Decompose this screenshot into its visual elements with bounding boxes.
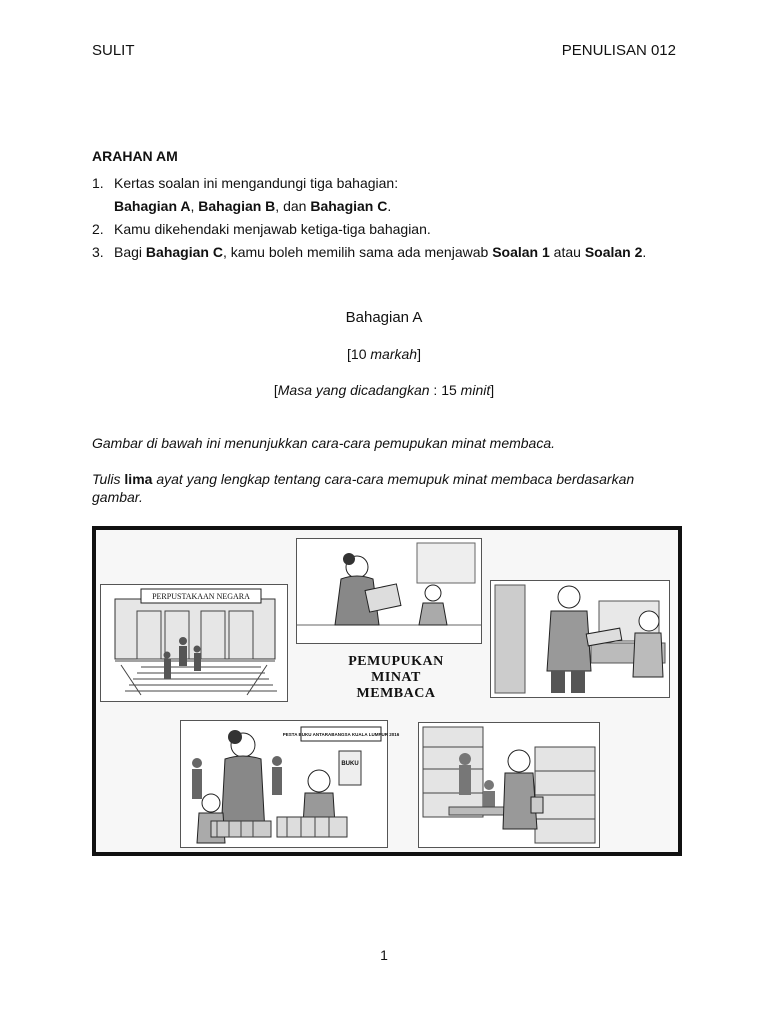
header-right: PENULISAN 012 (561, 42, 676, 59)
item-number: 3. (92, 244, 104, 260)
text-fragment: , (190, 198, 199, 214)
book-label: BUKU (341, 761, 359, 767)
bold-term: Bahagian C (310, 198, 388, 214)
header-left: SULIT (92, 42, 135, 59)
bold-term: Soalan 2 (584, 244, 643, 260)
instruction-line-1: Gambar di bawah ini menunjukkan cara-cara pemupukan minat membaca. (92, 435, 556, 451)
item-text: Kamu dikehendaki menjawab ketiga-tiga bahagian. (114, 221, 431, 237)
page-number: 1 (380, 947, 388, 963)
title-line: PEMUPUKAN (348, 654, 444, 669)
fair-banner: PESTA BUKU ANTARABANGSA KUALA LUMPUR 2016 (282, 732, 400, 737)
list-item (92, 241, 692, 264)
general-instructions-list (92, 172, 692, 264)
text-fragment: , kamu boleh memilih sama ada menjawab (222, 244, 493, 260)
text-fragment: , dan (275, 198, 311, 214)
text-fragment: [10 (347, 346, 371, 362)
text-fragment: : 15 (429, 382, 461, 398)
suggested-time (0, 382, 768, 398)
library-illustration (101, 585, 287, 701)
marks-word: markah (370, 346, 418, 362)
bold-term: lima (124, 471, 153, 487)
instruction-line-2 (92, 470, 682, 506)
title-line: MINAT (371, 670, 421, 685)
parent-reading-illustration (297, 539, 481, 643)
text-fragment: ayat yang lengkap tentang cara-cara memupuk minat membaca berdasarkan gambar. (92, 471, 635, 505)
time-label: Masa yang dicadangkan (277, 382, 430, 398)
library-browsing-illustration (419, 723, 599, 847)
item-number: 2. (92, 221, 104, 237)
panel-library-browsing (418, 722, 600, 848)
bold-term: Bahagian B (198, 198, 276, 214)
item-text: Kertas soalan ini mengandungi tiga bahagian: (114, 175, 399, 191)
title-line: MEMBACA (356, 686, 436, 701)
figure-center-title (334, 654, 458, 702)
section-title: Bahagian A (345, 309, 423, 326)
panel-parent-reading (296, 538, 482, 644)
bold-term: Bahagian A (114, 198, 191, 214)
text-fragment: [ (273, 382, 278, 398)
time-unit: minit (460, 382, 491, 398)
text-fragment: Tulis (92, 471, 125, 487)
panel-library (100, 584, 288, 702)
text-fragment: ] (490, 382, 495, 398)
gift-book-illustration (491, 581, 669, 697)
text-fragment: Bagi (114, 244, 146, 260)
book-fair-illustration (181, 721, 400, 847)
section-marks (0, 346, 768, 362)
panel-book-fair (180, 720, 400, 848)
bold-term: Soalan 1 (492, 244, 550, 260)
bold-term: Bahagian C (145, 244, 223, 260)
library-sign: PERPUSTAKAAN NEGARA (152, 592, 250, 601)
general-heading: ARAHAN AM (92, 148, 178, 164)
item-number: 1. (92, 175, 104, 191)
list-item (92, 172, 692, 218)
illustration-figure (92, 526, 682, 856)
panel-gift-book (490, 580, 670, 698)
text-fragment: . (387, 198, 392, 214)
text-fragment: ] (417, 346, 421, 362)
text-fragment: atau (549, 244, 585, 260)
list-item (92, 218, 692, 241)
text-fragment: . (642, 244, 647, 260)
